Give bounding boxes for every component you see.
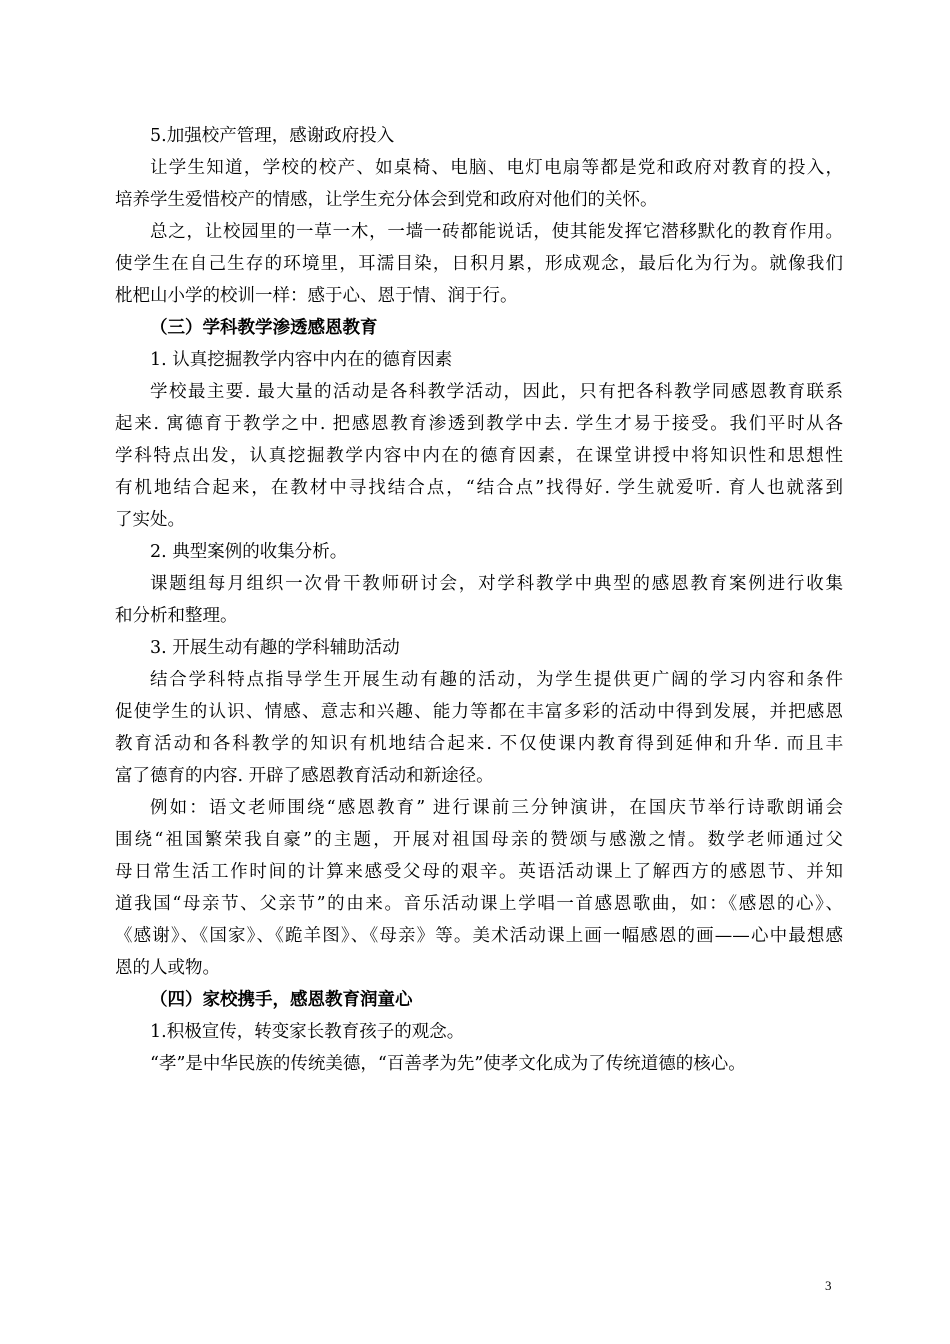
paragraph-line: 《感谢》、《国家》、《跪羊图》、《母亲》等。美术活动课上画一幅感恩的画——心中最想感 xyxy=(115,926,843,946)
item-heading: 2. 典型案例的收集分析。 xyxy=(150,542,348,562)
item-heading: 1.积极宣传，转变家长教育孩子的观念。 xyxy=(150,1022,465,1042)
paragraph-line: 学校最主要. 最大量的活动是各科教学活动，因此，只有把各科教学同感恩教育联系 xyxy=(150,382,843,402)
paragraph-line: 让学生知道，学校的校产、如桌椅、电脑、电灯电扇等都是党和政府对教育的投入， xyxy=(150,158,843,178)
paragraph-line: 结合学科特点指导学生开展生动有趣的活动，为学生提供更广阔的学习内容和条件 xyxy=(150,670,843,690)
paragraph-line: 起来. 寓德育于教学之中. 把感恩教育渗透到教学中去. 学生才易于接受。我们平时从各 xyxy=(115,414,843,434)
paragraph-line: 总之，让校园里的一草一木，一墙一砖都能说话，使其能发挥它潜移默化的教育作用。 xyxy=(150,222,843,242)
paragraph-line: 恩的人或物。 xyxy=(115,958,220,978)
paragraph-line: 和分析和整理。 xyxy=(115,606,238,626)
item-heading: 3. 开展生动有趣的学科辅助活动 xyxy=(150,638,400,658)
section-heading: （三）学科教学渗透感恩教育 xyxy=(150,318,378,338)
paragraph-line: 促使学生的认识、情感、意志和兴趣、能力等都在丰富多彩的活动中得到发展，并把感恩 xyxy=(115,702,843,722)
item-heading: 5.加强校产管理，感谢政府投入 xyxy=(150,126,395,146)
page-number: 3 xyxy=(825,1278,832,1293)
body-text xyxy=(115,120,845,1080)
paragraph-line: 学科特点出发，认真挖掘教学内容中内在的德育因素，在课堂讲授中将知识性和思想性 xyxy=(115,446,843,466)
paragraph-line: “孝”是中华民族的传统美德，“百善孝为先”使孝文化成为了传统道德的核心。 xyxy=(150,1054,746,1074)
paragraph-line: 使学生在自己生存的环境里，耳濡目染，日积月累，形成观念，最后化为行为。就像我们 xyxy=(115,254,843,274)
paragraph-line: 培养学生爱惜校产的情感，让学生充分体会到党和政府对他们的关怀。 xyxy=(115,190,658,210)
section-heading: （四）家校携手，感恩教育润童心 xyxy=(150,990,413,1010)
paragraph-line: 课题组每月组织一次骨干教师研讨会，对学科教学中典型的感恩教育案例进行收集 xyxy=(150,574,843,594)
paragraph-line: 了实处。 xyxy=(115,510,185,530)
paragraph-line: 例如：语文老师围绕“感恩教育” 进行课前三分钟演讲，在国庆节举行诗歌朗诵会 xyxy=(150,798,843,818)
paragraph-line: 母日常生活工作时间的计算来感受父母的艰辛。英语活动课上了解西方的感恩节、并知 xyxy=(115,862,843,882)
paragraph-line: 有机地结合起来，在教材中寻找结合点，“结合点”找得好. 学生就爱听. 育人也就落到 xyxy=(115,478,843,498)
paragraph-line: 富了德育的内容. 开辟了感恩教育活动和新途径。 xyxy=(115,766,494,786)
paragraph-line: 道我国“母亲节、父亲节”的由来。音乐活动课上学唱一首感恩歌曲，如：《感恩的心》、 xyxy=(115,894,843,914)
paragraph-line: 枇杷山小学的校训一样：感于心、恩于情、润于行。 xyxy=(115,286,518,306)
paragraph-line: 围绕“祖国繁荣我自豪”的主题，开展对祖国母亲的赞颂与感激之情。数学老师通过父 xyxy=(115,830,843,850)
paragraph-line: 教育活动和各科教学的知识有机地结合起来. 不仅使课内教育得到延伸和升华. 而且丰 xyxy=(115,734,843,754)
item-heading: 1. 认真挖掘教学内容中内在的德育因素 xyxy=(150,350,453,370)
